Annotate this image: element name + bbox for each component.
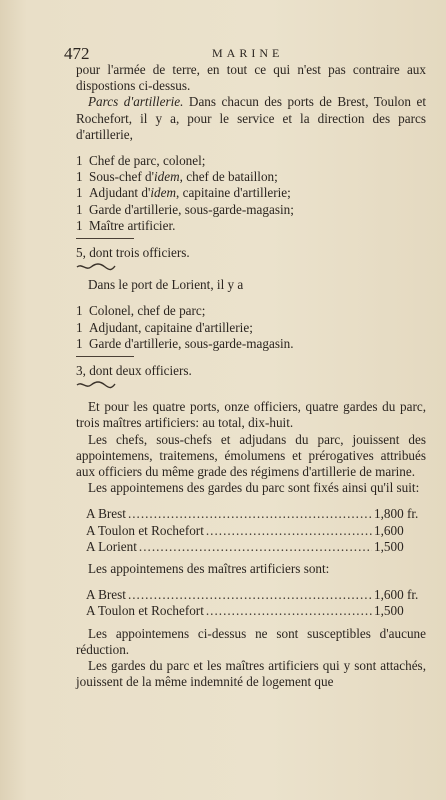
paragraph-reduction: Les appointemens ci-dessus ne sont susceptibles d'aucune réduction.: [76, 625, 426, 657]
dot-leader: [139, 539, 372, 555]
paragraph-maitres: Les appointemens des maîtres artificiers sont:: [88, 561, 330, 577]
list-item-number: 1: [76, 153, 83, 169]
salary-table-maitres: [76, 587, 426, 619]
list-item-text: Garde d'artillerie, sous-garde-magasin.: [89, 335, 294, 351]
dot-leader: [206, 603, 372, 619]
list-item-text: Colonel, chef de parc;: [89, 303, 206, 319]
salary-row-value: 1,600 fr.: [374, 587, 419, 603]
ornament-icon: [76, 381, 116, 389]
salary-row-label: A Brest: [86, 506, 126, 522]
salary-row-value: 1,500: [374, 538, 404, 554]
salary-row-label: A Toulon et Rochefort: [86, 522, 204, 538]
list-item-text: Adjudant d'idem, capitaine d'artillerie;: [89, 185, 291, 201]
salary-row-label: A Lorient: [86, 538, 137, 554]
running-head: MARINE: [212, 46, 284, 60]
salary-row: [76, 587, 426, 603]
paragraph-parcs-text: Dans chacun des ports de Brest, Toulon et Rochefort, il y a, pour le service et la direction des parcs d'artillerie,: [76, 94, 427, 142]
list-item-text: Chef de parc, colonel;: [89, 153, 206, 169]
salary-table-gardes: [76, 506, 426, 555]
ornament-icon: [76, 263, 116, 271]
list-item: [76, 320, 426, 336]
page-number: 472: [64, 44, 90, 63]
paragraph-quatre-ports: Et pour les quatre ports, onze officiers, quatre gardes du parc, trois maîtres artificiers: au total, dix-huit.: [76, 399, 426, 431]
list-item-text: Garde d'artillerie, sous-garde-magasin;: [89, 201, 294, 217]
sum-rule: [76, 238, 134, 239]
list-item-number: 1: [76, 217, 83, 233]
list-item: [76, 185, 426, 201]
list-item-text: Adjudant, capitaine d'artillerie;: [89, 319, 253, 335]
paragraph-gardes: Les appointemens des gardes du parc sont fixés ainsi qu'il suit:: [88, 480, 420, 496]
list-item-number: 1: [76, 303, 83, 319]
paragraph-intro: pour l'armée de terre, en tout ce qui n'est pas contraire aux dispostions ci-dessus.: [76, 62, 426, 94]
list-item: [76, 218, 426, 234]
salary-row-value: 1,600: [374, 522, 404, 538]
list-item-text: Sous-chef d'idem, chef de bataillon;: [89, 169, 278, 185]
total-line: 5, dont trois officiers.: [76, 245, 190, 261]
list-item-number: 1: [76, 169, 83, 185]
list-item-text: Maître artificier.: [89, 217, 176, 233]
paragraph-lorient: Dans le port de Lorient, il y a: [88, 277, 244, 293]
paragraph-logement: Les gardes du parc et les maîtres artificiers qui y sont attachés, jouissent de la même indemnité de logement que: [76, 658, 426, 690]
paragraph-chefs: Les chefs, sous-chefs et adjudans du parc, jouissent des appointemens, traitemens, émolumens et prérogatives attribués aux officiers du même grade des régimens d'artillerie de marine.: [76, 431, 426, 480]
salary-row: [76, 539, 426, 555]
salary-row: [76, 603, 426, 619]
page-body: [76, 62, 426, 691]
dot-leader: [128, 587, 372, 603]
dot-leader: [128, 506, 372, 522]
salary-row-value: 1,800 fr.: [374, 506, 419, 522]
list-item: [76, 336, 426, 352]
list-item-number: 1: [76, 185, 83, 201]
salary-row-label: A Brest: [86, 587, 126, 603]
list-item-number: 1: [76, 201, 83, 217]
list-item: [76, 153, 426, 169]
dot-leader: [206, 523, 372, 539]
list-item: [76, 202, 426, 218]
salary-row-label: A Toulon et Rochefort: [86, 603, 204, 619]
paragraph-parcs: [76, 94, 426, 143]
list-item-number: 1: [76, 335, 83, 351]
sum-rule: [76, 356, 134, 357]
list-item-number: 1: [76, 319, 83, 335]
salary-row: [76, 506, 426, 522]
section-heading-parcs: Parcs d'artillerie.: [88, 94, 184, 110]
list-item: [76, 169, 426, 185]
salary-row: [76, 523, 426, 539]
staff-list-lorient: [76, 303, 426, 352]
total-line: 3, dont deux officiers.: [76, 363, 192, 379]
list-item: [76, 303, 426, 319]
salary-row-value: 1,500: [374, 603, 404, 619]
staff-list-brest-toulon-rochefort: [76, 153, 426, 234]
